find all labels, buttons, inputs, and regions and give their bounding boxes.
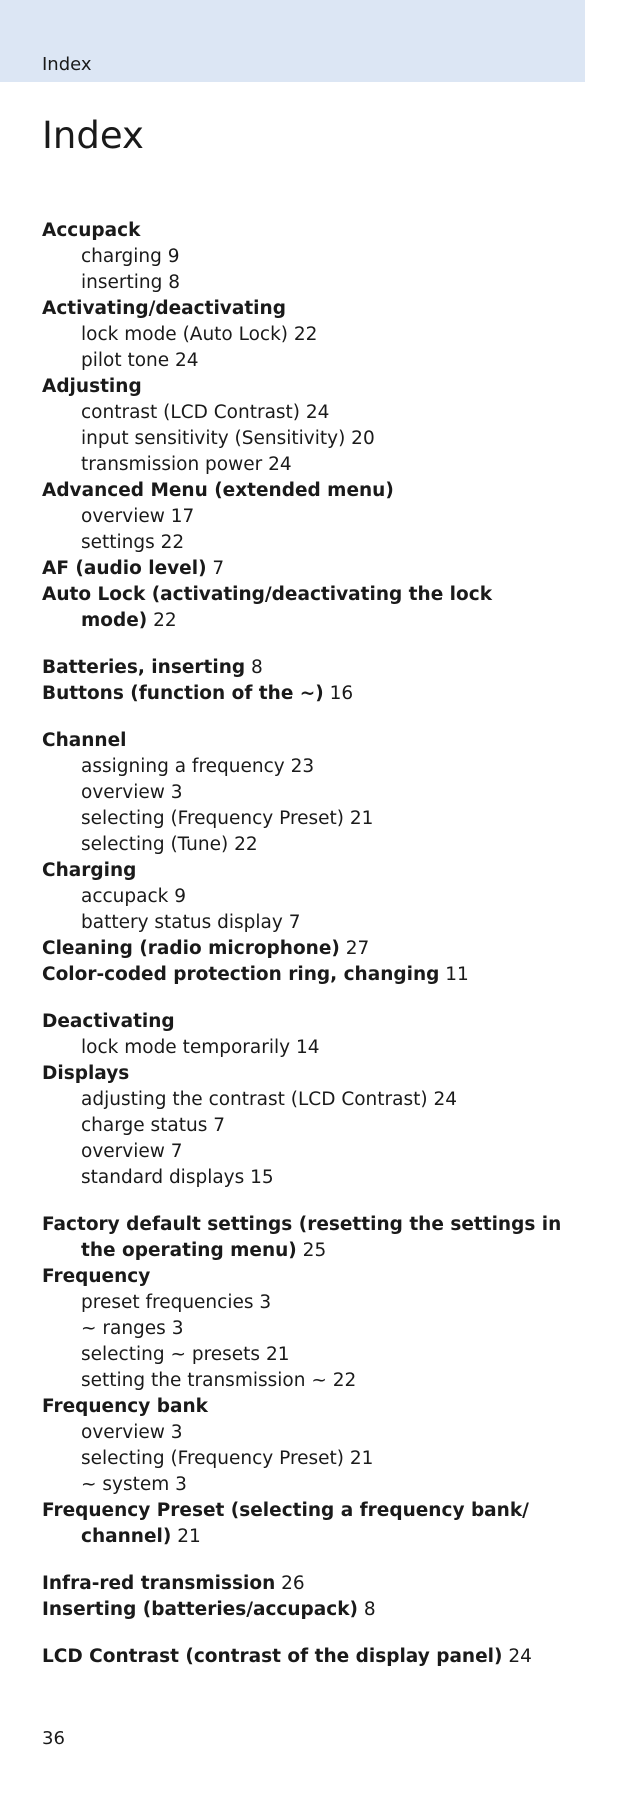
index-page-ref: 27 (345, 938, 370, 959)
index-term: Cleaning (radio microphone) (42, 938, 340, 959)
index-term: Color-coded protection ring, changing (42, 964, 440, 985)
index-entry (42, 296, 562, 322)
index-term: AF (audio level) (42, 558, 207, 579)
index-subentry: ~ system 3 (81, 1474, 187, 1495)
index-entry (42, 1597, 562, 1623)
index-subentry: overview 17 (81, 506, 195, 527)
index-page-ref: 11 (445, 964, 469, 985)
index-subentry: transmission power 24 (81, 454, 292, 475)
index-subentry: standard displays 15 (81, 1167, 274, 1188)
index-entry (42, 1394, 562, 1420)
index-term: Channel (42, 730, 127, 751)
index-subentry: inserting 8 (81, 272, 181, 293)
index-entry (42, 681, 562, 707)
running-head: Index (42, 54, 92, 75)
index-subentry: lock mode temporarily 14 (81, 1037, 320, 1058)
index-page-ref: 26 (281, 1573, 305, 1594)
index-term: Adjusting (42, 376, 142, 397)
index-subentry: selecting (Tune) 22 (81, 834, 258, 855)
index-term: Frequency (42, 1266, 151, 1287)
index-page-ref: 8 (363, 1599, 376, 1620)
index-entry (42, 728, 562, 754)
index-subentry: charge status 7 (81, 1115, 226, 1136)
index-entry (42, 1571, 562, 1597)
index-term: Factory default settings (resetting the settings in the operating menu) (42, 1214, 562, 1261)
index-entry (42, 374, 562, 400)
index-subentry: pilot tone 24 (81, 350, 199, 371)
index-entry (42, 936, 562, 962)
index-term: Infra-red transmission (42, 1573, 276, 1594)
index-term: Accupack (42, 220, 141, 241)
index-subentry: preset frequencies 3 (81, 1292, 272, 1313)
index-subentry: assigning a frequency 23 (81, 756, 315, 777)
index-term: Batteries, inserting (42, 657, 246, 678)
index-term: Activating/deactivating (42, 298, 286, 319)
index-entry (42, 582, 562, 634)
index-subentry: input sensitivity (Sensitivity) 20 (81, 428, 375, 449)
index-entry (42, 858, 562, 884)
index-subentry: overview 3 (81, 782, 183, 803)
index-term: Auto Lock (activating/deactivating the lock mode) (42, 584, 493, 631)
page-title: Index (42, 114, 144, 157)
index-entry (42, 1009, 562, 1035)
page-number: 36 (42, 1728, 65, 1749)
index-subentry: lock mode (Auto Lock) 22 (81, 324, 318, 345)
index-entry (42, 478, 562, 504)
index-entry (42, 1498, 562, 1550)
index-term: Inserting (batteries/accupack) (42, 1599, 359, 1620)
index-page-ref: 25 (302, 1240, 327, 1261)
index-subentry: charging 9 (81, 246, 180, 267)
index-subentry: overview 3 (81, 1422, 183, 1443)
index-term: Advanced Menu (extended menu) (42, 480, 394, 501)
index-page-ref: 22 (153, 610, 177, 631)
index-term: Frequency Preset (selecting a frequency bank/ channel) (42, 1500, 529, 1547)
index-term: Deactivating (42, 1011, 175, 1032)
index-subentry: ~ ranges 3 (81, 1318, 184, 1339)
index-page-ref: 7 (212, 558, 225, 579)
index-subentry: settings 22 (81, 532, 185, 553)
index-term: LCD Contrast (contrast of the display panel) (42, 1646, 503, 1667)
index-term: Buttons (function of the ~) (42, 683, 324, 704)
index-subentry: accupack 9 (81, 886, 187, 907)
index-subentry: selecting (Frequency Preset) 21 (81, 1448, 374, 1469)
index-entry (42, 962, 562, 988)
index-entry (42, 655, 562, 681)
index-entry (42, 1644, 562, 1670)
index-entry (42, 218, 562, 244)
index-subentry: selecting ~ presets 21 (81, 1344, 290, 1365)
index-page-ref: 21 (177, 1526, 201, 1547)
index-entry (42, 1061, 562, 1087)
index-list (42, 218, 562, 1670)
index-term: Charging (42, 860, 137, 881)
index-subentry: contrast (LCD Contrast) 24 (81, 402, 330, 423)
index-page-ref: 8 (251, 657, 263, 678)
index-subentry: selecting (Frequency Preset) 21 (81, 808, 374, 829)
index-subentry: setting the transmission ~ 22 (81, 1370, 357, 1391)
index-entry (42, 556, 562, 582)
index-subentry: adjusting the contrast (LCD Contrast) 24 (81, 1089, 458, 1110)
index-page-ref: 16 (329, 683, 354, 704)
index-subentry: battery status display 7 (81, 912, 301, 933)
index-subentry: overview 7 (81, 1141, 183, 1162)
index-term: Frequency bank (42, 1396, 208, 1417)
index-term: Displays (42, 1063, 130, 1084)
index-entry (42, 1212, 562, 1264)
index-page-ref: 24 (508, 1646, 532, 1667)
index-entry (42, 1264, 562, 1290)
